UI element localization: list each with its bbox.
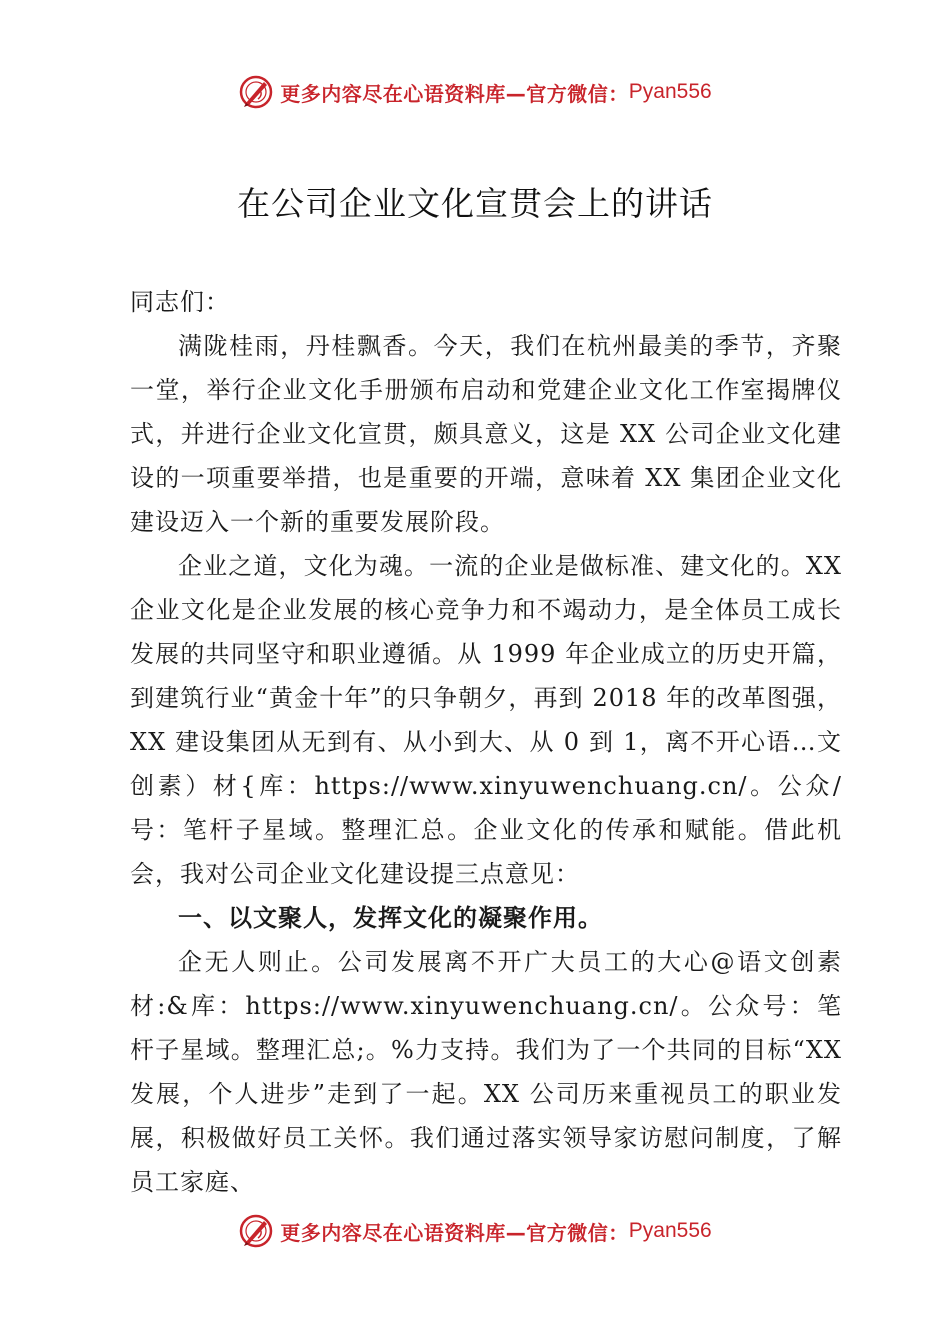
paragraph-2: 企业之道，文化为魂。一流的企业是做标准、建文化的。XX 企业文化是企业发展的核心竞争力和不竭动力，是全体员工成长发展的共同坚守和职业遵循。从 1999 年企业成立的历史开篇，到建筑行业“黄金十年”的只争朝夕，再到 2018 年的改革图强， XX 建设集团从无到有、从小到大、从 0 到 1，离不开心语…文创素）材{库：https://www.xinyuwenchuang.cn/。公众/号：笔杆子星域。整理汇总。企业文化的传承和赋能。借此机会，我对公司企业文化建设提三点意见：: [130, 552, 842, 888]
header-banner: [0, 72, 950, 112]
paragraph-1: 满陇桂雨，丹桂飘香。今天，我们在杭州最美的季节，齐聚一堂，举行企业文化手册颁布启动和党建企业文化工作室揭牌仪式，并进行企业文化宣贯，颇具意义，这是 XX 公司企业文化建设的一项重要举措，也是重要的开端，意味着 XX 集团企业文化建设迈入一个新的重要发展阶段。: [130, 332, 842, 536]
footer-banner-text: 更多内容尽在心语资料库—官方微信：: [280, 1220, 629, 1245]
section-heading-1: 一、以文聚人，发挥文化的凝聚作用。: [178, 904, 603, 932]
document-title: 在公司企业文化宣贯会上的讲话: [237, 184, 713, 223]
header-banner-text: 更多内容尽在心语资料库—官方微信：: [280, 81, 629, 106]
paragraph-3: 企无人则止。公司发展离不开广大员工的大心@语文创素材:&库：https://www.xinyuwenchuang.cn/。公众号：笔杆子星域。整理汇总;。%力支持。我们为了一个共同的目标“XX 发展，个人进步”走到了一起。XX 公司历来重视员工的职业发展，积极做好员工关怀。我们通过落实领导家访慰问制度，了解员工家庭、: [130, 948, 842, 1196]
document-body: [130, 280, 842, 1204]
header-wechat-id: Pyan556: [628, 80, 712, 103]
salutation: 同志们：: [130, 288, 230, 316]
footer-wechat-id: Pyan556: [628, 1219, 712, 1242]
pen-seal-logo-icon: [238, 74, 274, 110]
pen-seal-logo-icon: [238, 1213, 274, 1249]
footer-banner: [0, 1211, 950, 1251]
